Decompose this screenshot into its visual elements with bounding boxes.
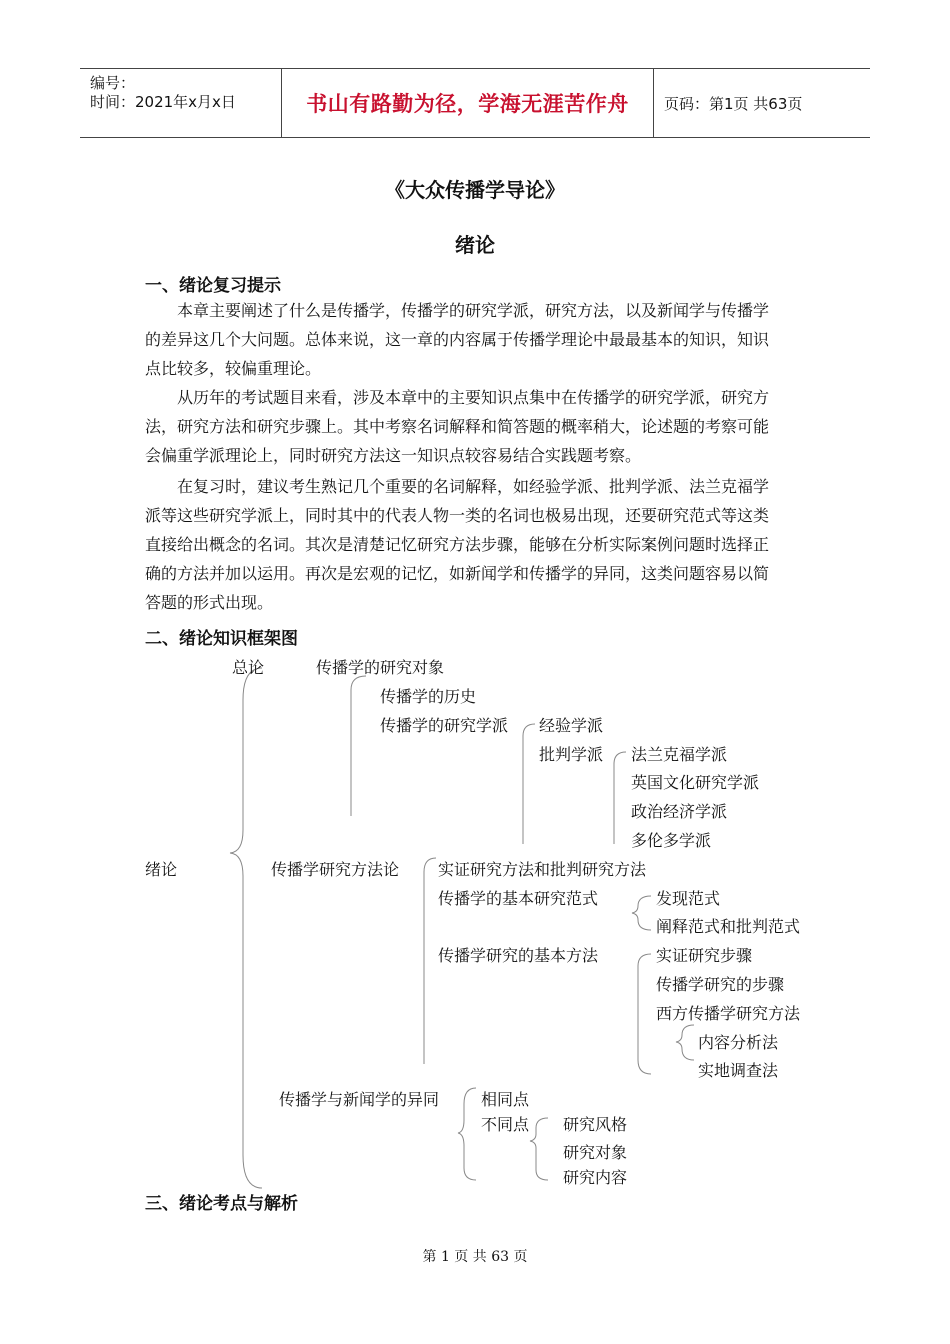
node-style: 研究风格 xyxy=(563,1115,628,1134)
paragraph-1 xyxy=(145,296,807,383)
chapter-title: 绪论 xyxy=(455,233,495,257)
node-positivist-critical: 实证研究方法和批判研究方法 xyxy=(438,860,647,879)
paragraph-line: 点比较多，较偏重理论。 xyxy=(145,359,322,378)
paragraph-line: 直接给出概念的名词。其次是清楚记忆研究方法步骤，能够在分析实际案例问题时选择正 xyxy=(145,535,770,554)
header-meta-cell xyxy=(80,69,280,137)
paragraph-line: 本章主要阐述了什么是传播学，传播学的研究学派，研究方法，以及新闻学与传播学 xyxy=(177,301,770,320)
brace-general xyxy=(351,676,366,816)
node-schools: 传播学的研究学派 xyxy=(380,716,509,735)
node-british: 英国文化研究学派 xyxy=(631,773,760,792)
paragraph-line: 在复习时，建议考生熟记几个重要的名词解释，如经验学派、批判学派、法兰克福学 xyxy=(177,477,770,496)
paragraph-line: 答题的形式出现。 xyxy=(145,593,274,612)
node-general: 总论 xyxy=(232,658,265,677)
paragraph-line: 会偏重学派理论上，同时研究方法这一知识点较容易结合实践题考察。 xyxy=(145,446,642,465)
node-similarities: 相同点 xyxy=(481,1090,530,1109)
brace-basic-methods xyxy=(638,954,651,1074)
brace-critical xyxy=(614,752,626,844)
node-paradigm: 传播学的基本研究范式 xyxy=(438,889,599,908)
page-footer: 第 1 页 共 63 页 xyxy=(422,1249,528,1265)
node-critical: 批判学派 xyxy=(539,745,604,764)
node-toronto: 多伦多学派 xyxy=(631,831,712,850)
brace-paradigm xyxy=(632,896,651,930)
brace-vs xyxy=(458,1088,476,1180)
node-content-analysis: 内容分析法 xyxy=(698,1033,779,1052)
node-object: 传播学的研究对象 xyxy=(316,658,445,677)
doc-title: 《大众传播学导论》 xyxy=(385,178,565,202)
node-empirical: 经验学派 xyxy=(539,716,604,735)
node-western-methods: 西方传播学研究方法 xyxy=(656,1004,801,1023)
paragraph-2 xyxy=(145,383,807,470)
paragraph-line: 从历年的考试题目来看，涉及本章中的主要知识点集中在传播学的研究学派，研究方 xyxy=(177,388,770,407)
node-research-object: 研究对象 xyxy=(563,1143,628,1162)
brace-methodology xyxy=(424,858,436,1064)
section3-heading: 三、绪论考点与解析 xyxy=(145,1194,298,1214)
node-vs-journalism: 传播学与新闻学的异同 xyxy=(279,1090,440,1109)
header-motto-cell xyxy=(281,69,654,137)
node-methodology: 传播学研究方法论 xyxy=(271,860,400,879)
brace-root xyxy=(230,668,262,1188)
paragraph-line: 法，研究方法和研究步骤上。其中考察名词解释和简答题的概率稍大，论述题的考察可能 xyxy=(145,417,770,436)
node-field-survey: 实地调查法 xyxy=(698,1061,779,1080)
brace-western xyxy=(676,1025,694,1060)
header-page-cell xyxy=(654,69,870,137)
paragraph-line: 派等这些研究学派上，同时其中的代表人物一类的名词也极易出现，还要研究范式等这类 xyxy=(145,506,770,525)
node-research-content: 研究内容 xyxy=(563,1168,628,1187)
paragraph-line: 的差异这几个大问题。总体来说，这一章的内容属于传播学理论中最最基本的知识，知识 xyxy=(145,330,770,349)
node-root: 绪论 xyxy=(145,860,178,879)
node-basic-methods: 传播学研究的基本方法 xyxy=(438,946,599,965)
node-research-steps: 传播学研究的步骤 xyxy=(656,975,785,994)
node-positivist-steps: 实证研究步骤 xyxy=(656,946,753,965)
page-info: 页码：第1页 共63页 xyxy=(664,94,803,113)
node-discovery: 发现范式 xyxy=(656,889,721,908)
doc-time-label: 时间：2021年x月x日 xyxy=(90,93,236,111)
motto-text: 书山有路勤为径，学海无涯苦作舟 xyxy=(306,92,629,116)
paragraph-3 xyxy=(145,472,807,617)
section1-heading: 一、绪论复习提示 xyxy=(145,276,281,296)
node-frankfurt: 法兰克福学派 xyxy=(631,745,728,764)
section2-heading: 二、绪论知识框架图 xyxy=(145,629,298,649)
brace-differences xyxy=(530,1118,548,1180)
header-table xyxy=(80,68,870,138)
brace-schools xyxy=(523,724,535,844)
node-political: 政治经济学派 xyxy=(631,802,728,821)
node-interpretive: 阐释范式和批判范式 xyxy=(656,917,801,936)
paragraph-line: 确的方法并加以运用。再次是宏观的记忆，如新闻学和传播学的异同，这类问题容易以简 xyxy=(145,564,770,583)
doc-number-label: 编号： xyxy=(90,74,136,92)
node-differences: 不同点 xyxy=(481,1115,530,1134)
node-history: 传播学的历史 xyxy=(380,687,477,706)
